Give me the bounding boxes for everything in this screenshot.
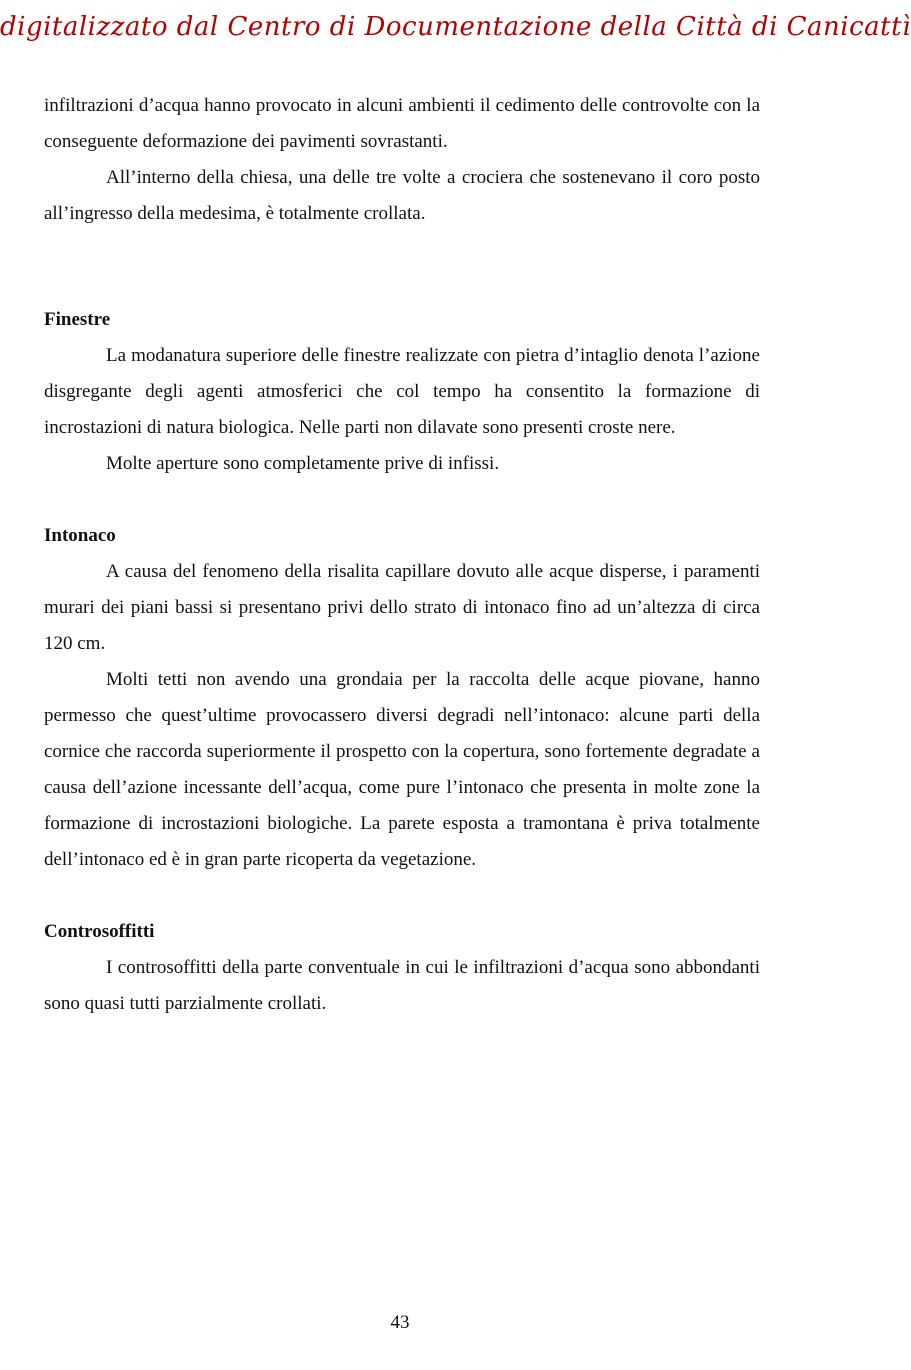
digitization-watermark: digitalizzato dal Centro di Documentazione della Città di Canicattì (0, 12, 911, 42)
section-spacer (44, 878, 760, 914)
heading-finestre: Finestre (44, 309, 111, 330)
paragraph-controsoffitti: I controsoffitti della parte conventuale in cui le infiltrazioni d’acqua sono abbondanti sono quasi tutti parzialmente crollati. (44, 957, 760, 1014)
section-spacer (44, 482, 760, 518)
page-number: 43 (390, 1312, 410, 1333)
paragraph-infiltrazioni: infiltrazioni d’acqua hanno provocato in alcuni ambienti il cedimento delle controvolte con la conseguente deformazione dei pavimenti sovrastanti. (44, 95, 760, 152)
paragraph-intonaco-risalita: A causa del fenomeno della risalita capillare dovuto alle acque disperse, i paramenti murari dei piani bassi si presentano privi dello strato di intonaco fino ad un’altezza di circa 120 cm. (44, 561, 760, 654)
heading-controsoffitti: Controsoffitti (44, 921, 155, 942)
paragraph-finestre-modanatura: La modanatura superiore delle finestre realizzate con pietra d’intaglio denota l’azione disgregante degli agenti atmosferici che col tempo ha consentito la formazione di incrostazioni di natura biologica. Nelle parti non dilavate sono presenti croste nere. (44, 345, 760, 438)
section-spacer (44, 232, 760, 302)
heading-intonaco: Intonaco (44, 525, 116, 546)
paragraph-finestre-aperture: Molte aperture sono completamente prive di infissi. (106, 453, 500, 474)
document-body (44, 88, 760, 1022)
paragraph-intonaco-tetti: Molti tetti non avendo una grondaia per la raccolta delle acque piovane, hanno permesso che quest’ultime provocassero diversi degradi nell’intonaco: alcune parti della cornice che raccorda superiormente il prospetto con la copertura, sono fortemente degradate a causa dell’azione incessante dell’acqua, come pure l’intonaco che presenta in molte zone la formazione di incrostazioni biologiche. La parete esposta a tramontana è priva totalmente dell’intonaco ed è in gran parte ricoperta da vegetazione. (44, 669, 760, 870)
paragraph-chiesa: All’interno della chiesa, una delle tre volte a crociera che sostenevano il coro posto all’ingresso della medesima, è totalmente crollata. (44, 167, 760, 224)
